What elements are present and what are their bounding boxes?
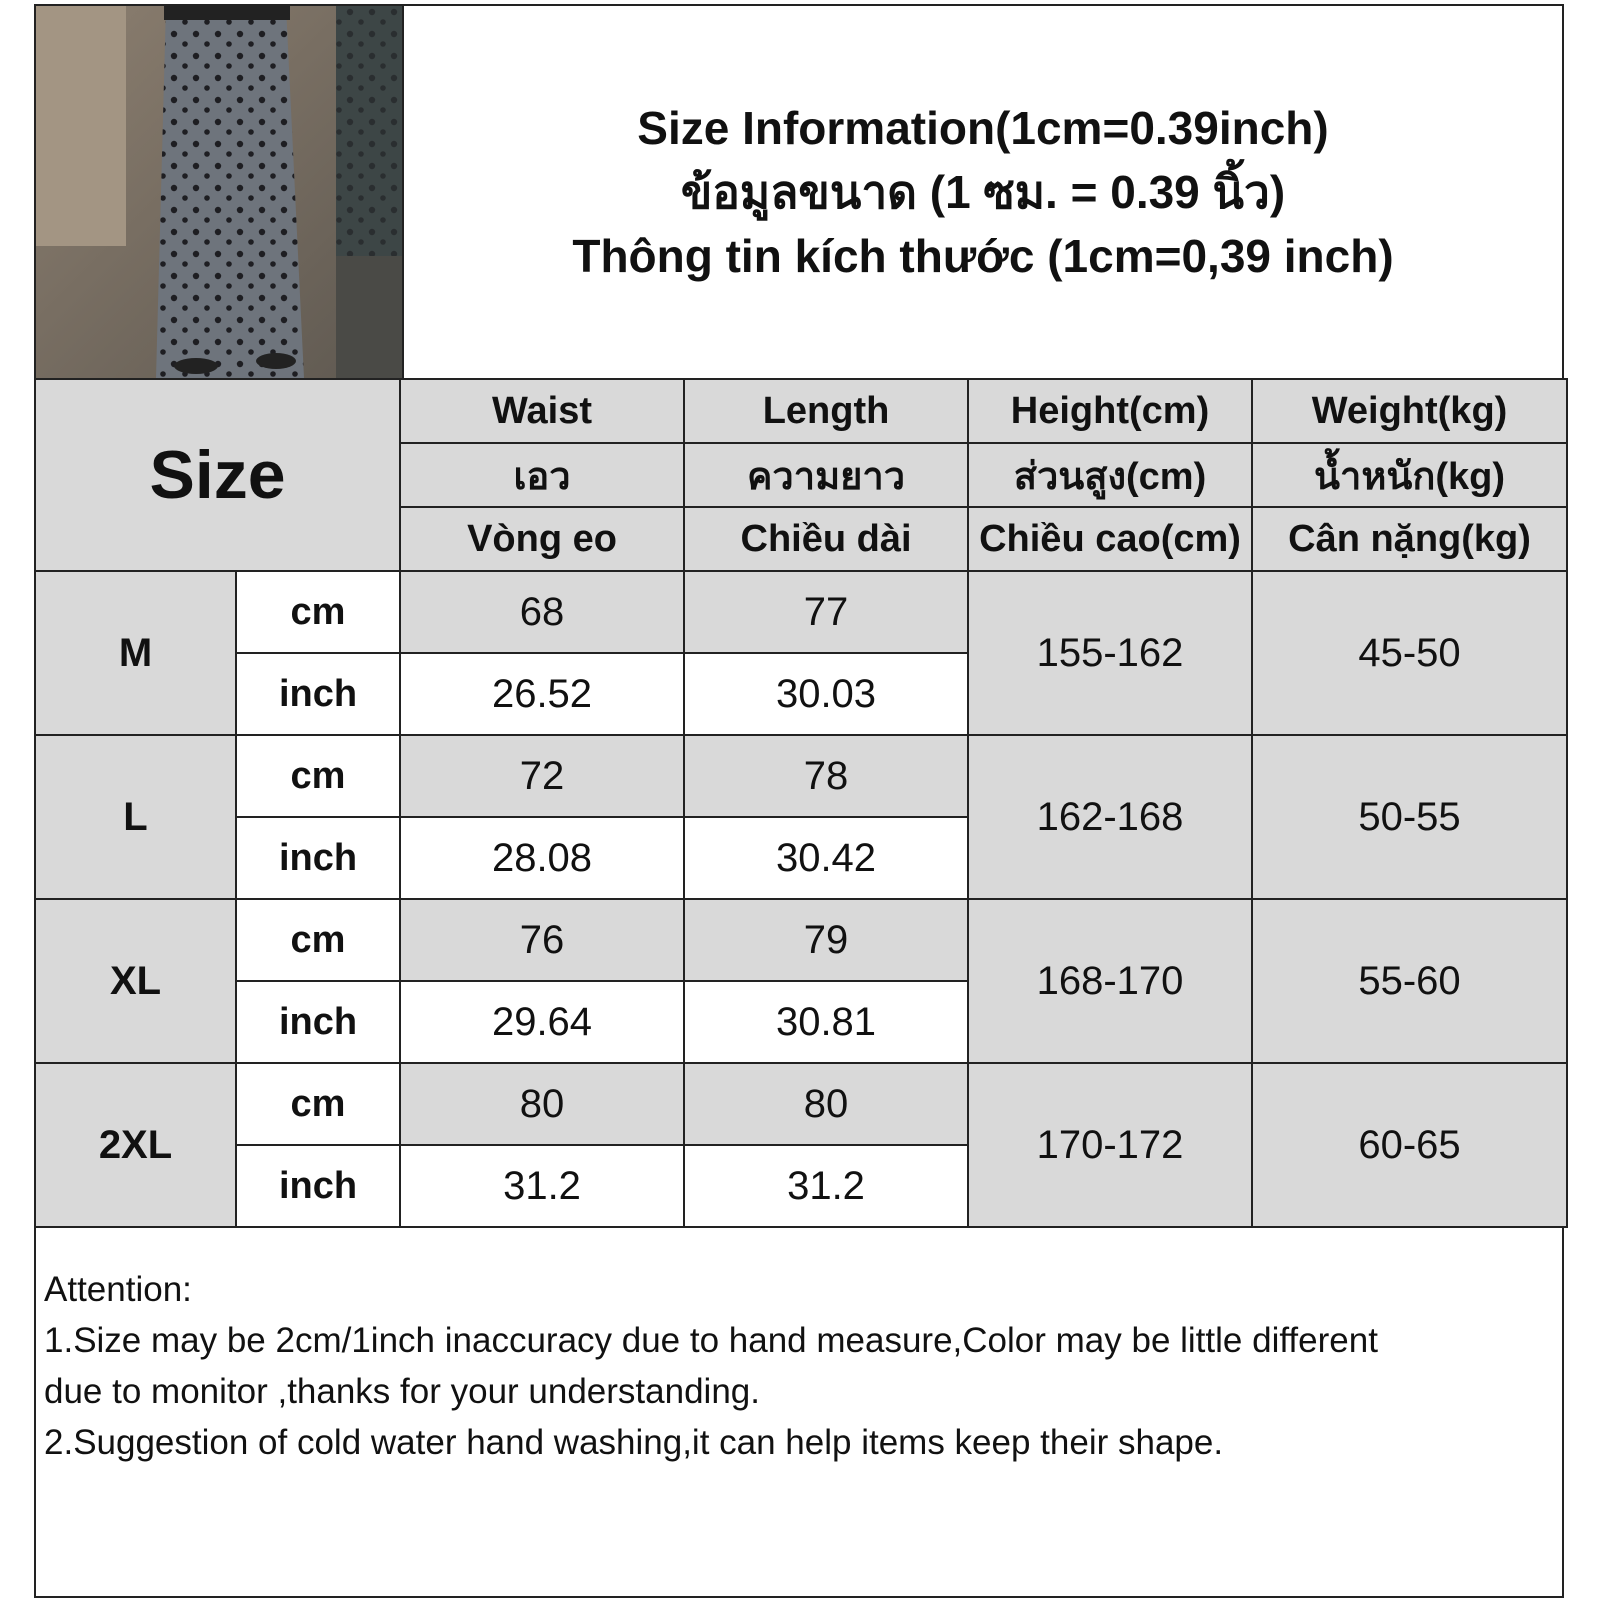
unit-inch: inch	[236, 981, 400, 1063]
title-vietnamese: Thông tin kích thước (1cm=0,39 inch)	[572, 230, 1394, 282]
unit-cm: cm	[236, 899, 400, 981]
table-row	[35, 735, 1567, 817]
weight-range: 60-65	[1252, 1063, 1567, 1227]
unit-inch: inch	[236, 1145, 400, 1227]
unit-cm: cm	[236, 1063, 400, 1145]
waist-header-th: เอว	[400, 443, 684, 507]
attention-title: Attention:	[44, 1270, 192, 1309]
height-range: 170-172	[968, 1063, 1252, 1227]
length-header-th: ความยาว	[684, 443, 968, 507]
height-header-en: Height(cm)	[968, 379, 1252, 443]
waist-cm: 80	[400, 1063, 684, 1145]
size-table	[34, 378, 1568, 1228]
height-range: 162-168	[968, 735, 1252, 899]
unit-cm: cm	[236, 571, 400, 653]
waist-inch: 29.64	[400, 981, 684, 1063]
waist-cm: 72	[400, 735, 684, 817]
height-header-th: ส่วนสูง(cm)	[968, 443, 1252, 507]
weight-range: 50-55	[1252, 735, 1567, 899]
polka-dot-skirt-image	[36, 6, 404, 378]
unit-inch: inch	[236, 817, 400, 899]
unit-inch: inch	[236, 653, 400, 735]
size-information-title	[404, 6, 1562, 378]
height-range: 155-162	[968, 571, 1252, 735]
size-chart-sheet	[34, 4, 1564, 1598]
weight-header-vi: Cân nặng(kg)	[1252, 507, 1567, 571]
title-thai: ข้อมูลขนาด (1 ซม. = 0.39 นิ้ว)	[680, 166, 1286, 218]
weight-range: 55-60	[1252, 899, 1567, 1063]
size-name: 2XL	[35, 1063, 236, 1227]
table-row	[35, 899, 1567, 981]
product-photo	[36, 6, 404, 378]
attention-note-2: 2.Suggestion of cold water hand washing,it can help items keep their shape.	[44, 1423, 1224, 1462]
table-row	[35, 571, 1567, 653]
attention-note-1-cont: due to monitor ,thanks for your understanding.	[44, 1372, 760, 1411]
waist-header-vi: Vòng eo	[400, 507, 684, 571]
weight-header-th: น้ำหนัก(kg)	[1252, 443, 1567, 507]
length-cm: 79	[684, 899, 968, 981]
attention-note-1: 1.Size may be 2cm/1inch inaccuracy due to hand measure,Color may be little different	[44, 1321, 1378, 1360]
length-inch: 30.81	[684, 981, 968, 1063]
length-inch: 30.42	[684, 817, 968, 899]
size-name: M	[35, 571, 236, 735]
table-row	[35, 1063, 1567, 1145]
weight-range: 45-50	[1252, 571, 1567, 735]
height-range: 168-170	[968, 899, 1252, 1063]
waist-inch: 28.08	[400, 817, 684, 899]
length-header-en: Length	[684, 379, 968, 443]
height-header-vi: Chiều cao(cm)	[968, 507, 1252, 571]
length-cm: 80	[684, 1063, 968, 1145]
waist-header-en: Waist	[400, 379, 684, 443]
length-inch: 31.2	[684, 1145, 968, 1227]
unit-cm: cm	[236, 735, 400, 817]
size-header: Size	[35, 379, 400, 571]
waist-cm: 76	[400, 899, 684, 981]
weight-header-en: Weight(kg)	[1252, 379, 1567, 443]
waist-inch: 31.2	[400, 1145, 684, 1227]
title-english: Size Information(1cm=0.39inch)	[637, 102, 1329, 154]
size-name: XL	[35, 899, 236, 1063]
waist-cm: 68	[400, 571, 684, 653]
length-inch: 30.03	[684, 653, 968, 735]
length-header-vi: Chiều dài	[684, 507, 968, 571]
length-cm: 78	[684, 735, 968, 817]
length-cm: 77	[684, 571, 968, 653]
attention-notes	[44, 1264, 1554, 1468]
size-name: L	[35, 735, 236, 899]
waist-inch: 26.52	[400, 653, 684, 735]
